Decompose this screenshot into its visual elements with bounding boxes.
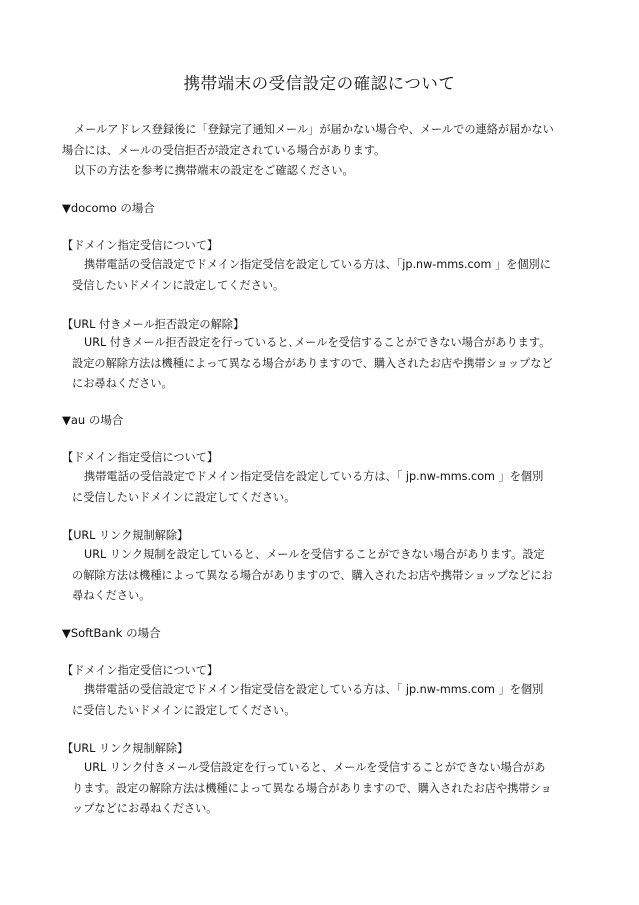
docomo-url-heading: 【URL 付きメール拒否設定の解除】 [62,318,245,331]
docomo-domain-body [72,255,551,296]
body-line: に受信したいドメインに設定してください。 [72,703,296,717]
body-line: の解除方法は機種によって異なる場合がありますので、購入されたお店や携帯ショップなどにお [72,568,553,582]
softbank-domain-body [72,680,543,721]
intro-paragraph [62,120,554,182]
body-line: URL 付きメール拒否設定を行っていると､メールを受信することができない場合があります。 [84,336,551,349]
intro-line: 以下の方法を参考に携帯端末の設定をご確認ください。 [74,164,354,177]
intro-line: 場合には、メールの受信拒否が設定されている場合があります。 [62,143,386,157]
docomo-url-body [72,333,553,395]
intro-line: メールアドレス登録後に「登録完了通知メール」が届かない場合や、メールでの連絡が届かない [74,123,554,136]
body-line: URL リンク規制を設定していると、メールを受信することができない場合があります。設定 [84,548,545,561]
softbank-url-body [72,758,552,820]
au-domain-heading: 【ドメイン指定受信について】 [62,451,219,464]
body-line: に受信したいドメインに設定してください。 [72,490,296,504]
body-line: ップなどにお尋ねください。 [72,802,218,815]
body-line: にお尋ねください。 [72,377,173,390]
body-line: 携帯電話の受信設定でドメイン指定受信を設定している方は、「 jp.nw-mms.com 」を個別 [84,470,544,483]
body-line: 携帯電話の受信設定でドメイン指定受信を設定している方は、「 jp.nw-mms.com 」を個別 [84,683,544,696]
body-line: URL リンク付きメール受信設定を行っていると、メールを受信することができない場合があ [84,761,546,774]
au-url-body [72,545,553,607]
docomo-heading: ▼docomo の場合 [62,201,155,215]
softbank-heading: ▼SoftBank の場合 [62,626,161,640]
body-line: 携帯電話の受信設定でドメイン指定受信を設定している方は、「jp.nw-mms.com 」を個別に [84,258,551,271]
docomo-domain-heading: 【ドメイン指定受信について】 [62,239,219,252]
au-domain-body [72,467,543,508]
page-title: 携帯端末の受信設定の確認について [183,74,456,93]
body-line: 設定の解除方法は機種によって異なる場合がありますので、購入されたお店や携帯ショップなど [72,356,553,370]
au-url-heading: 【URL リンク規制解除】 [62,529,189,542]
body-line: ります。設定の解除方法は機種によって異なる場合がありますので、購入されたお店や携帯ショ [72,781,552,795]
body-line: 尋ねください。 [72,589,151,602]
softbank-url-heading: 【URL リンク規制解除】 [62,742,189,755]
au-heading: ▼au の場合 [62,413,124,427]
softbank-domain-heading: 【ドメイン指定受信について】 [62,664,219,677]
body-line: 受信したいドメインに設定してください。 [72,278,285,292]
